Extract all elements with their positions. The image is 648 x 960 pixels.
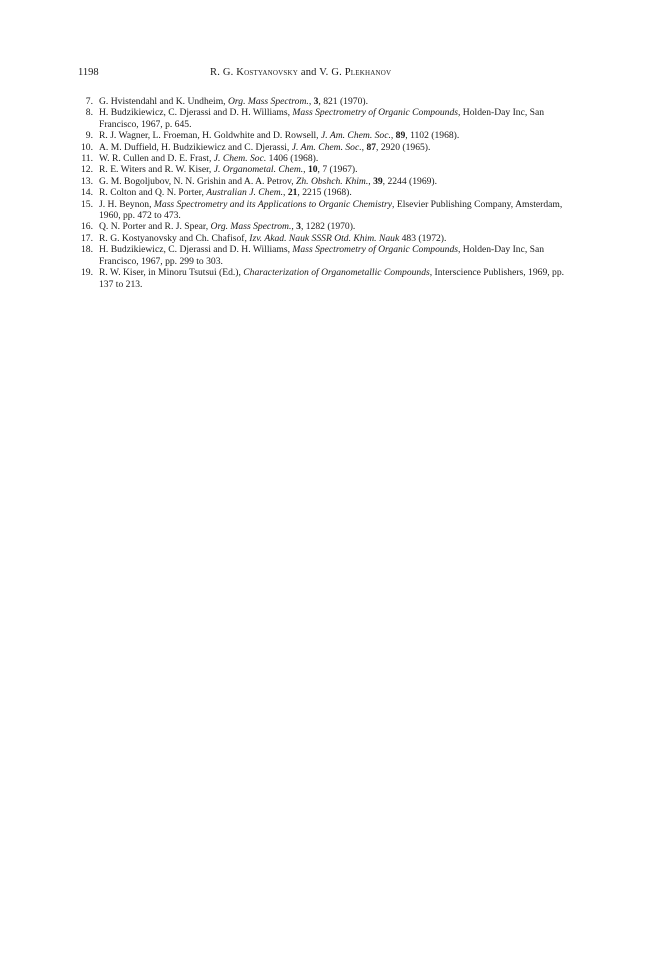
reference-number: 18.: [81, 244, 93, 256]
reference-item: 7. G. Hvistendahl and K. Undheim, Org. Mass Spectrom., 3, 821 (1970).: [78, 96, 568, 107]
reference-volume: 21: [287, 187, 298, 199]
reference-volume: 10: [307, 164, 318, 176]
author-conjunction: and: [298, 67, 320, 78]
reference-item: [78, 153, 568, 164]
reference-details: , Interscience Publishers, 1969, pp. 137 to 213.: [99, 267, 565, 290]
reference-item: 12. R. E. Witers and R. W. Kiser, J. Organometal. Chem., 10, 7 (1967).: [78, 164, 568, 175]
running-head-authors: [210, 66, 391, 80]
author-1-initials: R. G.: [210, 67, 237, 78]
reference-number: 14.: [81, 187, 93, 199]
reference-number: 19.: [81, 267, 93, 279]
reference-authors: R. E. Witers and R. W. Kiser,: [99, 164, 214, 176]
reference-details: , 7 (1967).: [317, 164, 358, 176]
reference-volume: 87: [366, 141, 377, 153]
reference-item: [78, 233, 568, 244]
reference-item: 16. Q. N. Porter and R. J. Spear, Org. Mass Spectrom., 3, 1282 (1970).: [78, 221, 568, 232]
reference-details: , Elsevier Publishing Company, Amsterdam, 1960, pp. 472 to 473.: [99, 198, 563, 222]
reference-authors: H. Budzikiewicz, C. Djerassi and D. H. Williams,: [99, 107, 293, 119]
reference-item: 14. R. Colton and Q. N. Porter, Australian J. Chem., 21, 2215 (1968).: [78, 187, 568, 198]
reference-authors: Q. N. Porter and R. J. Spear,: [99, 221, 211, 233]
reference-journal: J. Am. Chem. Soc.: [291, 141, 362, 153]
reference-journal: Characterization of Organometallic Compounds: [243, 267, 430, 279]
reference-journal: Australian J. Chem.: [206, 187, 284, 199]
reference-item: 10. A. M. Duffield, H. Budzikiewicz and C. Djerassi, J. Am. Chem. Soc., 87, 2920 (1965).: [78, 142, 568, 153]
reference-details: 483 (1972).: [399, 232, 447, 244]
reference-details: , 2215 (1968).: [297, 187, 352, 199]
reference-journal: Mass Spectrometry of Organic Compounds: [292, 107, 458, 119]
reference-journal: Mass Spectrometry of Organic Compounds: [292, 244, 458, 256]
reference-authors: G. Hvistendahl and K. Undheim,: [99, 96, 228, 107]
reference-number: 17.: [81, 232, 93, 244]
reference-authors: H. Budzikiewicz, C. Djerassi and D. H. Williams,: [99, 244, 293, 256]
reference-number: 9.: [85, 130, 93, 142]
reference-item: 9. R. J. Wagner, L. Froeman, H. Goldwhite and D. Rowsell, J. Am. Chem. Soc., 89, 1102 (1968).: [78, 130, 568, 141]
reference-journal: J. Organometal. Chem.: [213, 164, 304, 176]
reference-volume: 3: [313, 96, 319, 107]
reference-volume: 3: [296, 221, 301, 233]
reference-journal: J. Am. Chem. Soc.: [320, 130, 391, 142]
page-number: 1198: [78, 67, 99, 78]
reference-authors: G. M. Bogoljubov, N. N. Grishin and A. A. Petrov,: [99, 175, 297, 187]
reference-number: 15.: [81, 198, 93, 210]
reference-details: , 2244 (1969).: [382, 175, 438, 187]
reference-authors: R. Colton and Q. N. Porter,: [99, 187, 207, 199]
reference-journal: Org. Mass Spectrom.: [227, 96, 309, 107]
reference-details: , Holden-Day Inc, San Francisco, 1967, pp. 299 to 303.: [99, 244, 545, 267]
reference-number: 7.: [85, 96, 93, 107]
reference-authors: W. R. Cullen and D. E. Frast,: [99, 153, 214, 165]
reference-item: 13. G. M. Bogoljubov, N. N. Grishin and A. A. Petrov, Zh. Obshch. Khim., 39, 2244 (1969).: [78, 176, 568, 187]
reference-number: 16.: [81, 221, 93, 233]
reference-authors: R. G. Kostyanovsky and Ch. Chafisof,: [99, 232, 250, 244]
reference-details: , 1282 (1970).: [300, 221, 356, 233]
author-2-surname: Plekhanov: [344, 67, 392, 78]
reference-details: , 821 (1970).: [318, 96, 368, 107]
reference-authors: R. J. Wagner, L. Froeman, H. Goldwhite and D. Rowsell,: [99, 130, 321, 142]
reference-authors: R. W. Kiser, in Minoru Tsutsui (Ed.),: [99, 267, 244, 279]
reference-number: 10.: [81, 141, 93, 153]
reference-details: , 1102 (1968).: [405, 130, 460, 142]
reference-item: [78, 244, 568, 267]
reference-number: 12.: [81, 164, 93, 176]
page-header: [78, 66, 568, 80]
reference-item: [78, 199, 568, 222]
reference-details: , Holden-Day Inc, San Francisco, 1967, p. 645.: [99, 107, 545, 130]
reference-authors: A. M. Duffield, H. Budzikiewicz and C. Djerassi,: [99, 141, 292, 153]
author-1-surname: Kostyanovsky: [236, 67, 299, 78]
reference-volume: 89: [395, 130, 406, 142]
reference-volume: 39: [373, 175, 383, 187]
reference-journal: Mass Spectrometry and its Applications to Organic Chemistry: [153, 198, 393, 210]
reference-details: , 2920 (1965).: [376, 141, 431, 153]
reference-item: [78, 267, 568, 290]
reference-journal: Izv. Akad. Nauk SSSR Otd. Khim. Nauk: [249, 232, 400, 244]
reference-item: [78, 107, 568, 130]
reference-list: [78, 96, 568, 290]
reference-number: 13.: [81, 175, 93, 187]
author-2-initials: V. G.: [319, 67, 345, 78]
reference-journal: Zh. Obshch. Khim.: [296, 175, 369, 187]
reference-authors: J. H. Beynon,: [99, 198, 154, 210]
reference-number: 11.: [81, 153, 93, 165]
reference-journal: Org. Mass Spectrom.: [210, 221, 292, 233]
reference-details: 1406 (1968).: [266, 153, 319, 165]
reference-journal: J. Chem. Soc.: [213, 153, 267, 165]
reference-number: 8.: [85, 107, 93, 119]
